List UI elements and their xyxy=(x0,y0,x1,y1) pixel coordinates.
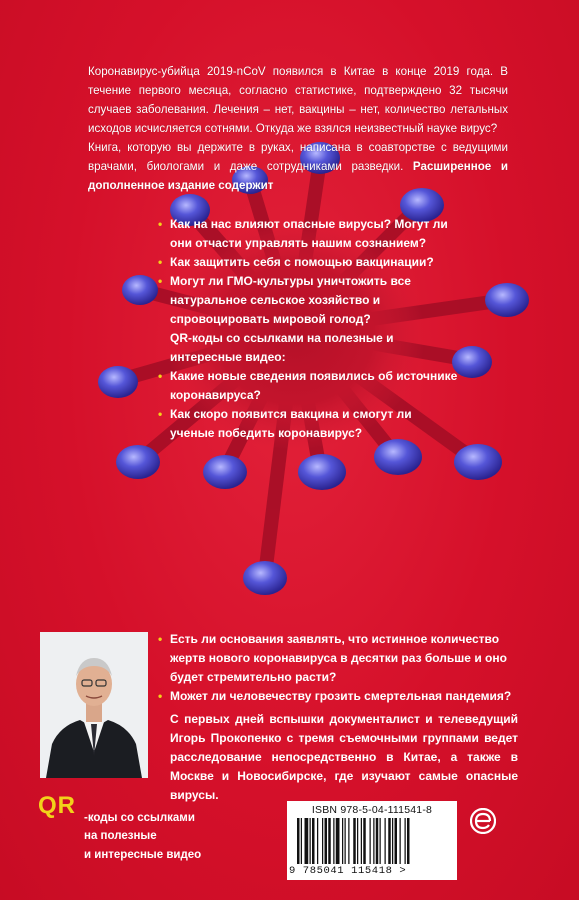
barcode-bar xyxy=(395,818,398,864)
intro-paragraph-2-text: Книга, которую вы держите в руках, написана в соавторстве с ведущими врачами, биологами и даже сотрудниками разведки. xyxy=(88,141,508,173)
bullet-icon: • xyxy=(158,369,163,383)
barcode-bar xyxy=(370,818,371,864)
barcode-bar xyxy=(405,818,406,864)
list-item xyxy=(158,687,518,706)
barcode-bar xyxy=(400,818,401,864)
intro-text xyxy=(88,62,508,195)
bullet-icon: • xyxy=(158,689,163,703)
barcode-bar xyxy=(380,818,381,864)
intro-paragraph-1: Коронавирус-убийца 2019-nCoV появился в Китае в конце 2019 года. В течение первого месяца, согласно статистике, подтверждено 32 тысячи случаев заболевания. Лечения – нет, вакцины – нет, количество летальных исходов исчисляется сотнями. Откуда же взялся неизвестный науке вирус? xyxy=(88,65,508,135)
author-photo xyxy=(40,632,148,778)
list-item-text: Какие новые сведения появились об источнике коронавируса? xyxy=(170,369,458,402)
barcode-bar xyxy=(388,818,391,864)
barcode-bar xyxy=(317,818,318,864)
bullet-list-top xyxy=(158,215,458,443)
list-item-text: Как на нас влияют опасные вирусы? Могут ли они отчасти управлять нашим сознанием? xyxy=(170,217,448,250)
barcode-bar xyxy=(310,818,311,864)
barcode-bar xyxy=(385,818,386,864)
isbn-barcode xyxy=(287,801,457,880)
barcode-bar xyxy=(345,818,346,864)
qr-caption-line-2: на полезные xyxy=(84,830,157,842)
barcode-bar xyxy=(363,818,366,864)
publisher-logo-icon xyxy=(470,808,496,834)
list-item-text: Может ли человечеству грозить смертельная пандемия? xyxy=(170,689,512,703)
isbn-label: ISBN 978-5-04-111541-8 xyxy=(311,804,433,816)
intro-paragraph-2 xyxy=(88,138,508,195)
list-item-text: QR-коды со ссылками на полезные и интересные видео: xyxy=(170,331,394,364)
isbn-digits: 9 785041 115418 > xyxy=(289,865,407,877)
bullet-list-bottom xyxy=(158,630,518,805)
list-item-text: Могут ли ГМО-культуры уничтожить все натуральное сельское хозяйство и спровоцировать мировой голод? xyxy=(170,274,411,326)
author-paragraph: С первых дней вспышки документалист и телеведущий Игорь Прокопенко с тремя съемочными группами ведет расследование непосредственно в Китае, а также в Москве и Новосибирске, где изучают самые опасные вирусы. xyxy=(170,712,518,802)
intro-paragraph-2-strong: Расширенное и дополненное издание содержит xyxy=(88,160,508,192)
list-item xyxy=(158,215,458,253)
bullet-icon: • xyxy=(158,632,163,646)
list-item xyxy=(158,329,458,367)
bullet-icon: • xyxy=(158,274,163,288)
barcode-bar xyxy=(325,818,328,864)
barcode-bar xyxy=(373,818,374,864)
barcode-bar xyxy=(376,818,379,864)
barcode-bar xyxy=(407,818,410,864)
list-item xyxy=(158,253,458,272)
barcode-bar xyxy=(357,818,358,864)
barcode-bar xyxy=(348,818,349,864)
qr-caption-line-1: -коды со ссылками xyxy=(84,812,195,824)
barcode-bar xyxy=(322,818,323,864)
barcode-bar xyxy=(333,818,334,864)
qr-caption-line-3: и интересные видео xyxy=(84,849,202,861)
qr-caption-big: QR xyxy=(38,792,76,819)
barcode-bar xyxy=(301,818,302,864)
list-item xyxy=(158,405,458,443)
list-item-text: Есть ли основания заявлять, что истинное количество жертв нового коронавируса в десятки раз больше и оно будет стремительно расти? xyxy=(170,632,507,684)
barcode-bar xyxy=(305,818,309,864)
barcode-bar xyxy=(328,818,331,864)
list-item-text: Как скоро появится вакцина и смогут ли ученые победить коронавирус? xyxy=(170,407,412,440)
barcode-bar xyxy=(353,818,356,864)
list-item-text: Как защитить себя с помощью вакцинации? xyxy=(170,255,434,269)
barcode-bar xyxy=(336,818,340,864)
list-item xyxy=(158,630,518,687)
author-portrait-image xyxy=(40,632,148,778)
bullet-icon: • xyxy=(158,407,163,421)
barcode-bar xyxy=(361,818,362,864)
list-item xyxy=(158,272,458,329)
bullet-icon: • xyxy=(158,255,163,269)
barcode-bar xyxy=(312,818,315,864)
barcode-bar xyxy=(392,818,393,864)
barcode-bar xyxy=(342,818,343,864)
list-item xyxy=(158,367,458,405)
bullet-icon: • xyxy=(158,217,163,231)
barcode-bar xyxy=(297,818,300,864)
